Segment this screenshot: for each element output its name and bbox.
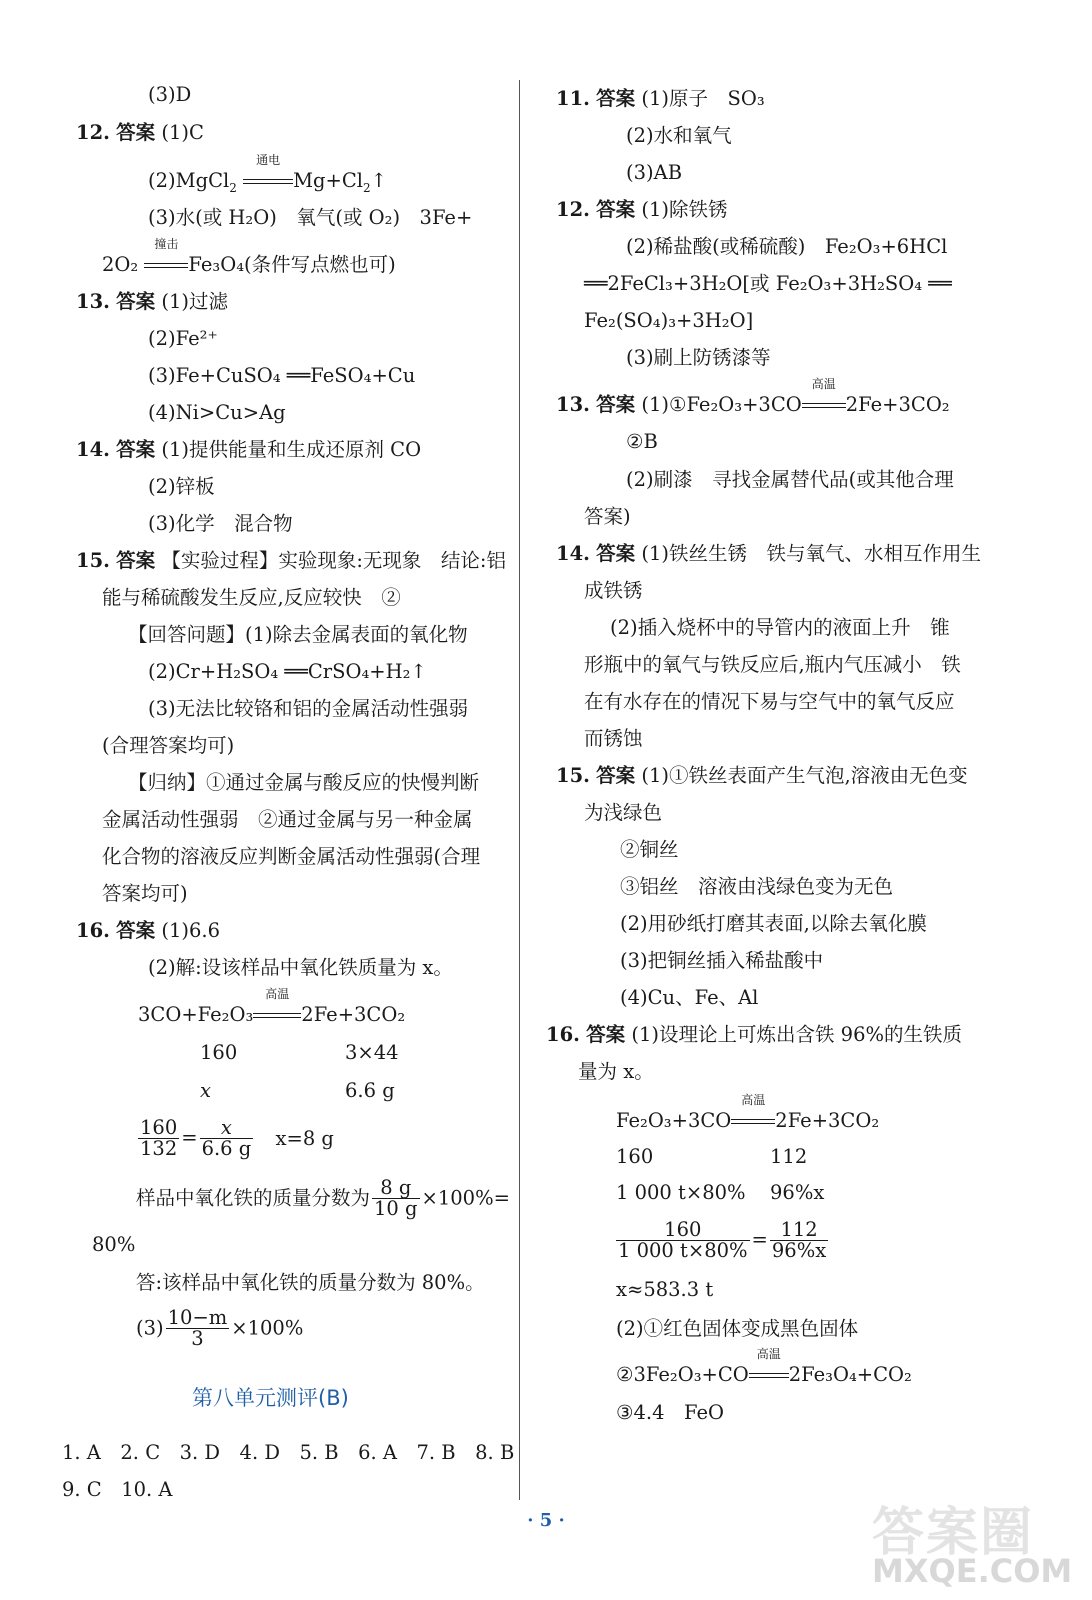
question-number: 16. <box>546 1023 580 1046</box>
answer-label: 答案 <box>596 87 636 110</box>
answer-text: (1)提供能量和生成还原剂 CO <box>161 438 422 461</box>
subscript: 2 <box>363 180 371 195</box>
numerator: 160 <box>616 1220 750 1241</box>
answer-line: 答案) <box>584 505 631 528</box>
fraction-equation <box>136 1178 510 1219</box>
multiple-choice-answers: 1. A 2. C 3. D 4. D 5. B 6. A 7. B 8. B <box>62 1441 515 1464</box>
reaction-condition: 高温 <box>265 987 290 1001</box>
denominator: 3 <box>191 1327 204 1350</box>
answer-line: (2)水和氧气 <box>626 124 732 147</box>
formula-text: ②3Fe₂O₃+CO <box>616 1363 749 1386</box>
answer-line: 形瓶中的氧气与铁反应后,瓶内气压减小 铁 <box>584 653 961 676</box>
formula-text: 2Fe₃O₄+CO₂ <box>788 1363 912 1386</box>
answer-line: (3)AB <box>626 161 683 184</box>
reaction-condition: 撞击 <box>154 237 179 251</box>
watermark-text: 答案圈 <box>872 1503 1035 1563</box>
answer-line: 答:该样品中氧化铁的质量分数为 80%。 <box>136 1271 485 1294</box>
denominator: 6.6 g <box>201 1137 252 1160</box>
question-15 <box>76 548 506 574</box>
reaction-arrow <box>144 237 188 278</box>
answer-line: (4)Ni>Cu>Ag <box>148 401 286 424</box>
question-15 <box>556 763 968 789</box>
question-12 <box>76 120 204 146</box>
question-number: 14. <box>556 542 590 565</box>
reaction-condition: 高温 <box>811 377 836 391</box>
answer-line: (3)无法比较铬和铝的金属活动性强弱 <box>148 697 469 720</box>
reaction-condition: 高温 <box>741 1093 766 1107</box>
question-number: 13. <box>556 393 590 416</box>
answer-text: (1)原子 SO₃ <box>641 87 765 110</box>
denominator: 1 000 t×80% <box>618 1239 748 1262</box>
ratio-value: 96%x <box>770 1181 825 1204</box>
section-title: 第八单元测评(B) <box>192 1386 349 1410</box>
numerator: x <box>200 1118 254 1139</box>
formula-text: (1)①Fe₂O₃+3CO <box>641 393 802 416</box>
numerator: 160 <box>140 1116 178 1139</box>
equation-line <box>148 153 388 201</box>
fraction <box>616 1220 750 1261</box>
answer-label: 答案 <box>116 121 156 144</box>
question-14 <box>76 437 421 463</box>
multiple-choice-answers: 9. C 10. A <box>62 1478 173 1501</box>
answer-line: 80% <box>92 1233 136 1256</box>
answer-line: x≈583.3 t <box>616 1278 714 1301</box>
answer-text: (1)除铁锈 <box>641 198 728 221</box>
question-13 <box>76 289 228 315</box>
equation-line <box>138 987 406 1028</box>
question-number: 16. <box>76 919 110 942</box>
answer-line: (2)解:设该样品中氧化铁质量为 x。 <box>148 956 453 979</box>
answer-line: (2)用砂纸打磨其表面,以除去氧化膜 <box>620 912 927 935</box>
numerator: 112 <box>770 1220 828 1241</box>
watermark-url: MXQE.COM <box>872 1552 1073 1590</box>
answer-label: 答案 <box>116 919 156 942</box>
question-13 <box>556 377 950 418</box>
reaction-condition: 高温 <box>756 1347 781 1361</box>
answer-line: 金属活动性强弱 ②通过金属与另一种金属 <box>102 808 473 831</box>
answer-line: 能与稀硫酸发生反应,反应较快 ② <box>102 586 401 609</box>
question-16 <box>76 918 220 944</box>
formula-text: 样品中氧化铁的质量分数为 <box>136 1186 371 1210</box>
fraction <box>372 1178 420 1219</box>
answer-line: Fe₂(SO₄)₃+3H₂O] <box>584 309 754 332</box>
answer-line: (3)Fe+CuSO₄ ══FeSO₄+Cu <box>148 364 416 387</box>
denominator: 10 g <box>374 1197 418 1220</box>
answer-line: 而锈蚀 <box>584 727 643 750</box>
fraction <box>166 1308 230 1349</box>
answer-text: (1)过滤 <box>161 290 228 313</box>
answer-text: (1)6.6 <box>161 919 220 942</box>
ratio-value: 160 <box>200 1041 238 1064</box>
reaction-condition: 通电 <box>256 153 281 167</box>
answer-line: (2)插入烧杯中的导管内的液面上升 锥 <box>610 616 950 639</box>
formula-text: 2Fe+3CO₂ <box>301 1003 406 1026</box>
result-text: x=8 g <box>275 1126 334 1150</box>
question-number: 11. <box>556 87 590 110</box>
answer-text: (1)C <box>161 121 204 144</box>
formula-text: 2O₂ <box>102 253 139 276</box>
subscript: 2 <box>229 180 237 195</box>
formula-text: Fe₃O₄(条件写点燃也可) <box>188 253 396 276</box>
equation-line <box>616 1347 912 1388</box>
formula-text: (3) <box>136 1316 164 1340</box>
answer-label: 答案 <box>596 764 636 787</box>
answer-line: (3)化学 混合物 <box>148 512 293 535</box>
answer-line: ②铜丝 <box>620 838 679 861</box>
ratio-value: 6.6 g <box>345 1079 395 1102</box>
question-16 <box>546 1022 962 1048</box>
numerator: 8 g <box>372 1178 420 1199</box>
answer-text: (1)铁丝生锈 铁与氧气、水相互作用生 <box>641 542 981 565</box>
formula-text: (2)MgCl <box>148 169 230 192</box>
formula-text: ×100%= <box>421 1186 510 1210</box>
formula-text: 3CO+Fe₂O₃ <box>138 1003 254 1026</box>
page-number: · 5 · <box>527 1510 565 1531</box>
ratio-value: 3×44 <box>345 1041 399 1064</box>
answer-line: (3)刷上防锈漆等 <box>626 346 771 369</box>
equation-line <box>102 237 396 278</box>
answer-label: 答案 <box>596 198 636 221</box>
fraction <box>200 1118 254 1159</box>
ratio-value: 1 000 t×80% <box>616 1181 746 1204</box>
answer-line: 成铁锈 <box>584 579 643 602</box>
fraction <box>138 1118 179 1159</box>
answer-label: 答案 <box>596 393 636 416</box>
numerator: 10−m <box>167 1306 228 1329</box>
column-divider <box>519 80 520 1500</box>
formula-text: 2Fe+3CO₂ <box>845 393 950 416</box>
question-11 <box>556 86 765 112</box>
answer-line: (4)Cu、Fe、Al <box>620 986 759 1009</box>
answer-line: (合理答案均可) <box>102 734 235 757</box>
gas-arrow: ↑ <box>370 169 388 192</box>
question-number: 13. <box>76 290 110 313</box>
reaction-arrow <box>749 1347 789 1388</box>
answer-label: 答案 <box>586 1023 626 1046</box>
formula-text: ×100% <box>231 1316 304 1340</box>
formula-text: Fe₂O₃+3CO <box>616 1109 732 1132</box>
ratio-value: 112 <box>770 1145 808 1168</box>
answer-text: 【实验过程】实验现象:无现象 结论:铝 <box>161 549 506 572</box>
answer-line: 【归纳】①通过金属与酸反应的快慢判断 <box>128 771 480 794</box>
answer-line: (2)锌板 <box>148 475 215 498</box>
answer-line: ②B <box>626 430 658 453</box>
answer-label: 答案 <box>596 542 636 565</box>
denominator: 96%x <box>771 1239 827 1262</box>
answer-label: 答案 <box>116 549 156 572</box>
question-number: 15. <box>556 764 590 787</box>
reaction-arrow <box>253 987 301 1028</box>
answer-label: 答案 <box>116 438 156 461</box>
denominator: 132 <box>140 1137 178 1160</box>
fraction <box>770 1220 828 1261</box>
answer-line: 为浅绿色 <box>584 801 663 824</box>
answer-line: (3)把铜丝插入稀盐酸中 <box>620 949 824 972</box>
fraction-equation <box>136 1308 303 1349</box>
answer-line: (2)Cr+H₂SO₄ ══CrSO₄+H₂↑ <box>148 660 427 683</box>
answer-line: 在有水存在的情况下易与空气中的氧气反应 <box>584 690 955 713</box>
answer-line: ③铝丝 溶液由浅绿色变为无色 <box>620 875 894 898</box>
answer-line: (2)Fe²⁺ <box>148 327 218 350</box>
watermark-logo <box>852 1490 1072 1590</box>
answer-line: 答案均可) <box>102 882 188 905</box>
ratio-value: x <box>200 1079 211 1102</box>
fraction-equation: $\frac{160}{132}$ = $\frac{x}{6.6 g}$ x=8 g <box>140 1116 334 1160</box>
question-14 <box>556 541 981 567</box>
reaction-arrow <box>243 153 293 194</box>
formula-text: Mg+Cl <box>293 169 364 192</box>
answer-line: (2)①红色固体变成黑色固体 <box>616 1317 859 1340</box>
answer-line: (2)稀盐酸(或稀硫酸) Fe₂O₃+6HCl <box>626 235 948 258</box>
answer-line: ③4.4 FeO <box>616 1401 724 1424</box>
answer-line: (2)刷漆 寻找金属替代品(或其他合理 <box>626 468 954 491</box>
equation-line <box>616 1093 880 1134</box>
answer-line: ══2FeCl₃+3H₂O[或 Fe₂O₃+3H₂SO₄ ══ <box>584 272 952 295</box>
question-number: 12. <box>76 121 110 144</box>
question-number: 12. <box>556 198 590 221</box>
reaction-arrow <box>731 1093 775 1134</box>
reaction-arrow <box>802 377 846 418</box>
answer-text: (1)设理论上可炼出含铁 96%的生铁质 <box>631 1023 963 1046</box>
question-number: 15. <box>76 549 110 572</box>
answer-line: 化合物的溶液反应判断金属活动性强弱(合理 <box>102 845 481 868</box>
question-12 <box>556 197 727 223</box>
question-number: 14. <box>76 438 110 461</box>
answer-line: 量为 x。 <box>578 1060 654 1083</box>
answer-text: (1)①铁丝表面产生气泡,溶液由无色变 <box>641 764 968 787</box>
ratio-value: 160 <box>616 1145 654 1168</box>
answer-line: (3)水(或 H₂O) 氧气(或 O₂) 3Fe+ <box>148 206 473 229</box>
fraction-equation: $\frac{160}{1 000 t\times 80\%}$ = $\frac{112}{96\%x}$ <box>618 1218 827 1262</box>
formula-text: 2Fe+3CO₂ <box>775 1109 880 1132</box>
answer-line: (3)D <box>148 83 192 106</box>
answer-line: 【回答问题】(1)除去金属表面的氧化物 <box>128 623 468 646</box>
answer-label: 答案 <box>116 290 156 313</box>
